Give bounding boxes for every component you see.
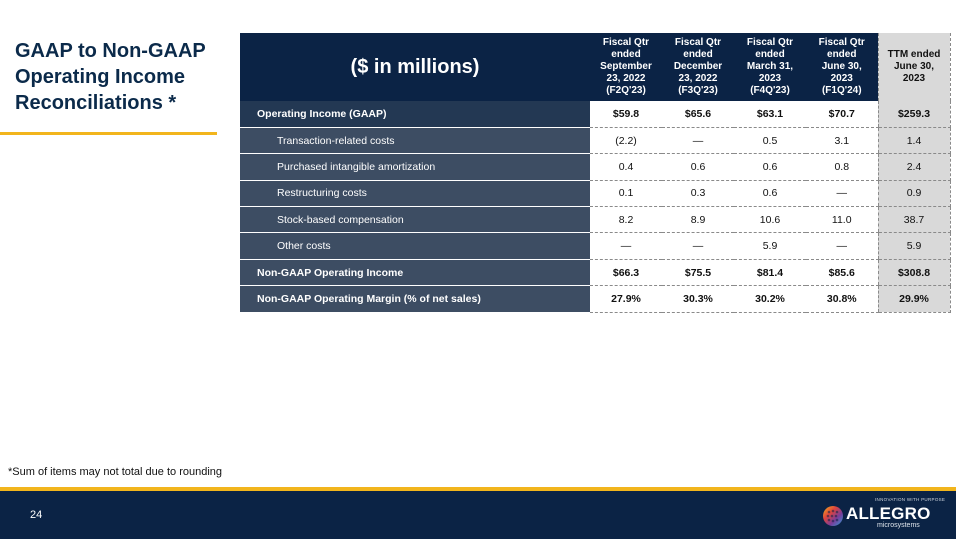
table-row-operating-income-gaap (240, 101, 950, 127)
allegro-logo (822, 497, 946, 533)
table-cell: 5.9 (734, 233, 806, 259)
table-cell: 0.6 (662, 154, 734, 180)
logo-subname: microsystems (877, 522, 920, 529)
table-cell: 8.9 (662, 207, 734, 233)
table-row-non-gaap-operating-margin (240, 286, 950, 312)
table-row-stock-based-compensation (240, 207, 950, 233)
table-cell: — (806, 180, 878, 206)
table-cell: 0.5 (734, 127, 806, 153)
table-cell: 30.3% (662, 286, 734, 312)
table-row-intangible-amortization (240, 154, 950, 180)
logo-wordmark: ALLEGRO (846, 504, 931, 523)
row-label: Non-GAAP Operating Margin (% of net sales) (240, 286, 590, 312)
table-row-restructuring-costs (240, 180, 950, 206)
footer-bar (0, 491, 956, 539)
table-cell: 8.2 (590, 207, 662, 233)
column-header-f1q24: Fiscal Qtr ended June 30, 2023 (F1Q'24) (806, 33, 878, 101)
table-cell: $75.5 (662, 259, 734, 285)
row-label: Other costs (240, 233, 590, 259)
rounding-footnote: *Sum of items may not total due to rounding (8, 466, 223, 478)
column-header-ttm: TTM ended June 30, 2023 (878, 33, 950, 101)
reconciliation-table (240, 33, 951, 313)
table-cell-ttm: 29.9% (878, 286, 950, 312)
table-cell: $65.6 (662, 101, 734, 127)
table-cell: 3.1 (806, 127, 878, 153)
row-label: Stock-based compensation (240, 207, 590, 233)
table-cell: — (806, 233, 878, 259)
table-cell: 0.8 (806, 154, 878, 180)
table-cell: 10.6 (734, 207, 806, 233)
table-cell: $85.6 (806, 259, 878, 285)
table-cell-ttm: 1.4 (878, 127, 950, 153)
row-label: Transaction-related costs (240, 127, 590, 153)
table-row-other-costs (240, 233, 950, 259)
table-cell: $59.8 (590, 101, 662, 127)
table-cell-ttm: $308.8 (878, 259, 950, 285)
column-header-f4q23: Fiscal Qtr ended March 31, 2023 (F4Q'23) (734, 33, 806, 101)
column-header-f3q23: Fiscal Qtr ended December 23, 2022 (F3Q'23) (662, 33, 734, 101)
row-label: Restructuring costs (240, 180, 590, 206)
row-label: Non-GAAP Operating Income (240, 259, 590, 285)
table-cell: 30.2% (734, 286, 806, 312)
table-row-transaction-costs (240, 127, 950, 153)
header-units-label: ($ in millions) (240, 33, 590, 101)
table-cell: $63.1 (734, 101, 806, 127)
table-cell: 0.1 (590, 180, 662, 206)
logo-tagline: INNOVATION WITH PURPOSE (875, 497, 946, 502)
table-cell: 30.8% (806, 286, 878, 312)
row-label: Purchased intangible amortization (240, 154, 590, 180)
table-cell: 0.4 (590, 154, 662, 180)
column-header-f2q23: Fiscal Qtr ended September 23, 2022 (F2Q'23) (590, 33, 662, 101)
table-cell: (2.2) (590, 127, 662, 153)
table-cell-ttm: 0.9 (878, 180, 950, 206)
table-cell: 27.9% (590, 286, 662, 312)
table-cell: $81.4 (734, 259, 806, 285)
table-cell: 0.3 (662, 180, 734, 206)
table-cell: — (662, 127, 734, 153)
table-cell: 0.6 (734, 180, 806, 206)
table-cell: 11.0 (806, 207, 878, 233)
table-cell: — (590, 233, 662, 259)
allegro-globe-icon (822, 505, 844, 527)
table-cell-ttm: 2.4 (878, 154, 950, 180)
table-cell-ttm: $259.3 (878, 101, 950, 127)
row-label: Operating Income (GAAP) (240, 101, 590, 127)
table-cell: $70.7 (806, 101, 878, 127)
table-header-row (240, 33, 950, 101)
page-number: 24 (30, 509, 43, 521)
slide-title: GAAP to Non-GAAP Operating Income Reconciliations * (15, 40, 206, 114)
table-cell: 0.6 (734, 154, 806, 180)
table-cell: — (662, 233, 734, 259)
title-underline (0, 132, 217, 135)
table-cell-ttm: 5.9 (878, 233, 950, 259)
table-cell: $66.3 (590, 259, 662, 285)
table-cell-ttm: 38.7 (878, 207, 950, 233)
table-row-non-gaap-operating-income (240, 259, 950, 285)
